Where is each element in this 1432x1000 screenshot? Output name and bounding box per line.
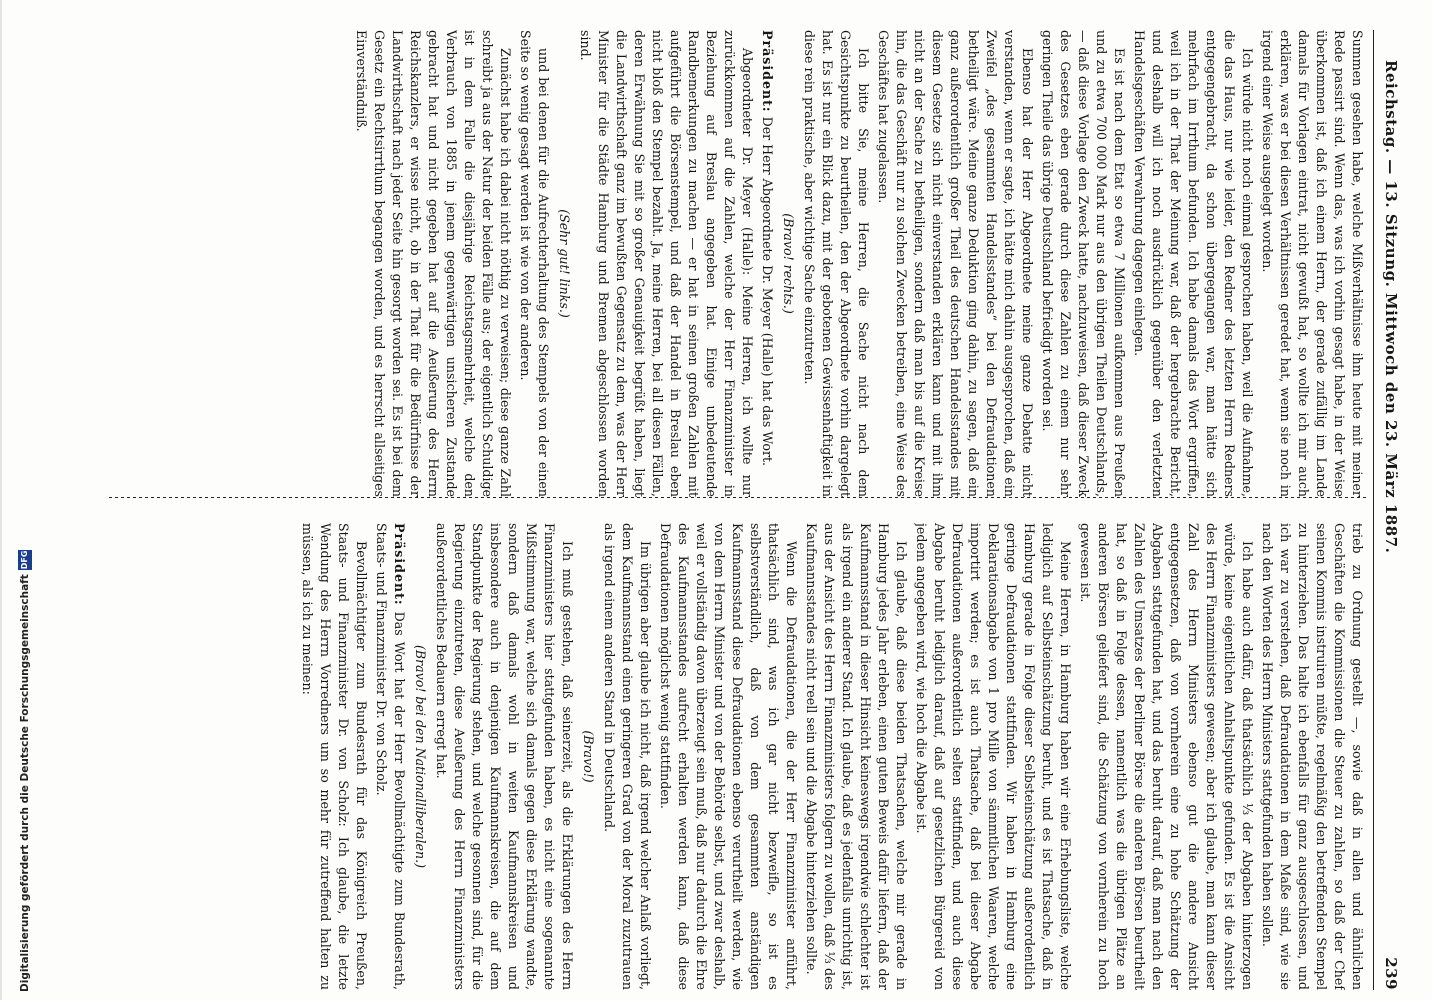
paragraph: Ich bitte Sie, meine Herren, die Sache nicht nach dem Gesichtspunkte zu beurtheilen, den der Abgeordnete vorhin dargelegt hat. Es ist nur ein Blick dazu, mit der gebotenen Gewissenhaftigkeit in diese rein praktische, aber wichtige Sache einzutreten. (802, 30, 871, 497)
speech-text: Das Wort hat der Herr Bevollmächtigte zum Bundesrath, Staats- und Finanzminister Dr. von Scholz. (374, 523, 407, 990)
paragraph: Summen gesehen habe, welche Mißverhältnisse ihm heute mit meiner Rede passirt sind. Wenn das, was ich vorhin gesagt habe, in der Weise überkommen ist, daß ich einem Herrn, der gerade zufällig im Lande damals für Vorlagen eintrat, nicht gewußt hat, so wollte ich mir auch erklären, was er bei diesen Verhältnissen geredet hat, wenn sie noch in irgend einer Weise ausgelegt worden. (1260, 30, 1365, 497)
dfg-logo: DFG (18, 550, 32, 571)
rotated-page-content (66, 30, 1406, 990)
digitization-credit (0, 0, 31, 1000)
stage-direction: (Bravo!) (581, 730, 596, 783)
paragraph: Ich habe auch dafür, daß thatsächlich ⅓ der Abgaben hinterzogen würde, keine eigentlichen Anhaltspunkte gefunden. Es ist die Ansicht des Herrn Finanzministers gewesen; aber ich glaube, man kann dieser Zahl des Herrn Ministers ebenso gut die andere Ansicht entgegensetzen, daß von vornherein eine zu hohe Schätzung der Abgaben stattgefunden hat, und das beruht darauf, daß man nach den Zahlen des Umsatzes der Berliner Börse die anderen Börsen beurtheilt hat, so daß in Folge dessen, namentlich was die übrigen Plätze an anderen Börsen geliefert sind, die Schätzung von vornherein zu hoch gewesen ist. (1078, 523, 1255, 990)
page-number: 239 (1382, 957, 1400, 990)
credit-text: Digitalisierung gefördert durch die Deutsche Forschungsgemeinschaft (19, 574, 31, 992)
left-column (76, 30, 1366, 497)
stage-direction: (Bravo! bei den Nationalliberalen.) (413, 644, 428, 869)
paragraph: und bei denen für die Aufrechterhaltung des Stempels von der einen Seite so wenig gesagt werden ist wie von der anderen. (518, 30, 551, 497)
speaker-name: Präsident: (392, 523, 407, 606)
text-columns (76, 30, 1366, 990)
speaker-name: Präsident: (760, 30, 775, 113)
paragraph: Wenn die Defraudationen, die der Herr Finanzminister anführt, thatsächlich sind, was ich gar nicht bezweifle, so ist es selbstverständlich, daß von dem gesammten anständigen Kaufmannsstand diese Defraudationen ebenso verurtheilt werden, wie von dem Herrn Minister und von der Behörde selbst, und zwar deshalb, weil er vollständig davon überzeugt sein muß, daß nur dadurch die Ehre des Kaufmannsstandes aufrecht erhalten werden kann, daß diese Defraudationen möglichst wenig stattfinden. (658, 523, 799, 990)
right-column (76, 523, 1366, 990)
paragraph: Es ist nach dem Etat so etwa 7 Millionen aufkommen aus Preußen und zu etwa 700 000 Mark nur aus den übrigen Theilen Deutschlands, — daß diese Vorlage den Zweck hatte, nachzuweisen, daß dieser Zweck des Gesetzes eben gerade durch diese Zahlen zu einem nur sehr geringen Theile das übrige Deutschland befriedigt worden sei. (1040, 30, 1127, 497)
column-divider (106, 497, 1366, 498)
paragraph (372, 523, 408, 990)
paragraph: Ich würde nicht noch einmal gesprochen haben, weil die Aufnahme, die das Haus, nur wie leider, den Redner des letzten Herrn Redners entgegengebracht, da schon übergegangen war, man hätte sich mehrfach im Irrthum befunden. Ich habe damals das Wort ergriffen, weil ich in der That der Meinung war, daß der hergebrachte Bericht, und deshalb will ich noch ausdrücklich gegenüber den verletzten Handelsgeschäften Verwahrung dagegen einlegen. (1132, 30, 1255, 497)
paragraph: Bevollmächtigter zum Bundesrath für das Königreich Preußen, Staats- und Finanzminister Dr. von Scholz: Ich glaube, die letzte Wendung des Herrn Vorredners um so mehr für zutreffend halten zu müssen, als ich zu meinen: (300, 523, 369, 990)
paragraph: Meine Herren, in Hamburg haben wir eine Erhebungsliste, welche lediglich auf Selbsteinschätzung beruht, und es ist Thatsache, daß in Hamburg gerade in Folge dieser Selbsteinschätzung außerordentlich geringe Defraudationen stattfinden. Wir haben in Hamburg eine Deklarationsabgabe von 1 pro Mille von sämmtlichen Waaren, welche importirt werden; es ist auch Thatsache, daß bei dieser Abgabe Defraudationen außerordentlich selten stattfinden, und auch diese Abgabe beruht lediglich darauf, daß auf gesetzlichen Bürgereid von jedem angegeben wird, wie hoch die Abgabe ist. (914, 523, 1073, 990)
paragraph: Ebenso hat der Herr Abgeordnete meine ganze Debatte nicht verstanden, wenn er sagte, ich hätte mich dahin ausgesprochen, daß ein Zweifel „des gesammten Handelsstandes“ bei den Defraudationen betheiligt wäre. Meine ganze Deduktion ging dahin, zu sagen, daß ein ganz außerordentlich großer Theil des deutschen Handelsstandes mit diesem Gesetze sich nicht einverstanden erklären kann und mit ihm nicht an der Sache zu betheiligen, sondern daß man bis auf die Kreise hin, die das Geschäft nur zu solchen Zwecken betreiben, eine Weise des Geschäftes hat zugelassen. (876, 30, 1035, 497)
stage-direction: (Bravo! rechts.) (781, 213, 796, 314)
paragraph: Abgeordneter Dr. Meyer (Halle): Meine Herren, ich wollte nur zurückkommen auf die Zahlen, welche der Herr Finanzminister in Beziehung auf Breslau angegeben hat. Einige unbedeutende Randbemerkungen zu machen — er hat in seinen großen Zahlen mit aufgeführt die Börsenstempel, und daß der Handel in Breslau eben nicht bloß den Stempel bezahlt. Ja, meine Herren, bei all diesen Fällen, deren Erwähnung Sie mit so großer Genauigkeit begrüßt haben, liegt die Landwirthschaft ganz im bewußten Gegensatz zu dem, was der Herr Minister für die Städte Hamburg und Bremen abgeschlossen worden sind. (578, 30, 755, 497)
stage-direction: (Sehr gut! links.) (557, 209, 572, 318)
paragraph: Ich glaube, daß diese beiden Thatsachen, welche mir gerade in Hamburg jedes Jahr erleben, einen guten Beweis dafür liefern, daß der Kaufmannsstand in dieser Hinsicht keineswegs irgendwie schlechter ist als irgend ein anderer Stand. Ich glaube, daß es jedenfalls unrichtig ist, aus der Ansicht des Herrn Finanzministers folgern zu wollen, daß ⅓ des Kaufmannsstandes nicht reell sein und die Abgabe hinterziehen sollte. (804, 523, 909, 990)
paragraph: trieb zu Ordnung gestellt —, sowie daß in allen und ähnlichen Geschäften die Kommissionen die Steuer zu zahlen, so daß der Chef seinen Kommis instruiren müßte, regelmäßig den betreffenden Stempel zu hinterziehen. Das halte ich ebenfalls für ganz ausgeschlossen, und ich war zu verstehen, daß Defraudationen in dem Maße sind, wie sie nach den Worten des Herrn Ministers stattgefunden haben sollen. (1260, 523, 1365, 990)
paragraph: Ich muß gestehen, daß seinerzeit, als die Erklärungen des Herrn Finanzministers hier stattgefunden haben, es nicht eine sogenannte Mißstimmung war, welche sich damals gegen diese Erklärung wandte, sondern daß damals wohl in weiten Kaufmannskreisen und insbesondere auch in denjenigen Kaufmannskreisen, die auf dem Standpunkte der Regierung stehen, und welche gesonnen sind, für die Regierung einzutreten, diese Aeußerung des Herrn Finanzministers außerordentliches Bedauern erregt hat. (434, 523, 575, 990)
paragraph: Zunächst habe ich dabei nicht nöthig zu verweisen; diese ganze Zahl schreibt ja aus der Natur der beiden Fälle aus; der eigentlich Schuldige ist in dem Falle die diesjährige Reichstagsmehrheit, welche den Verbrauch von 1885 in jenem gegenwärtigen unsicheren Zustande gebracht hat und nicht gegeben hat auf die Aeußerung des Herrn Reichskanzlers, er wisse nicht, ob in der That für die Bedürfnisse der Landwirthschaft nach jeder Seite hin gesorgt worden sei. Es ist bei dem Gesetz ein Rechtsirrthum begangen worden, und es herrscht allseitiges Einverständniß. (354, 30, 513, 497)
header-rule (1373, 30, 1374, 990)
page-title: Reichstag. — 13. Sitzung. Mittwoch den 23. März 1887. (1382, 60, 1400, 554)
paragraph: Im übrigen aber glaube ich nicht, daß irgend welcher Anlaß vorliegt, dem Kaufmannsstand einen geringeren Grad von der Moral zuzutrauen als irgend einem anderen Stand in Deutschland. (602, 523, 653, 990)
speech-text: Der Herr Abgeordnete Dr. Meyer (Halle) hat das Wort. (760, 116, 775, 467)
paragraph (758, 30, 776, 497)
running-head (1376, 30, 1406, 990)
